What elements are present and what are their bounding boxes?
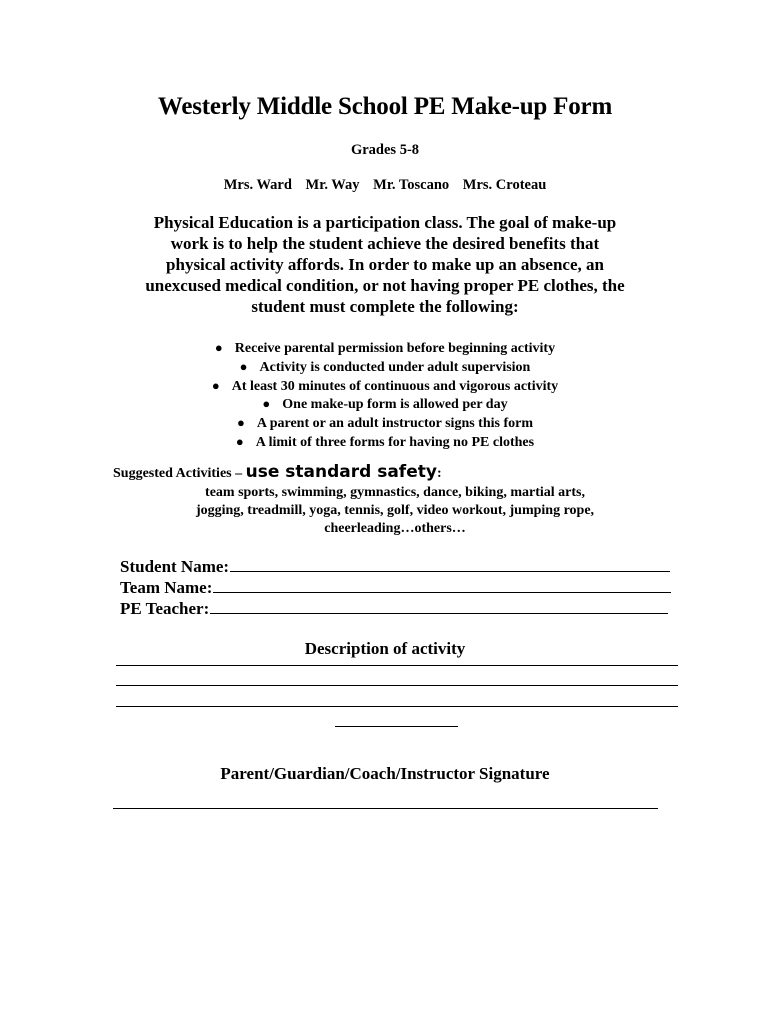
pe-teacher-line[interactable] [210,597,668,614]
teacher-name: Mr. Way [305,177,360,193]
team-name-field[interactable] [120,576,671,598]
bullet-icon: ● [237,415,245,431]
bullet-icon: ● [211,377,220,393]
teacher-list [0,177,770,194]
bullet-icon: ● [235,433,244,449]
pe-teacher-field[interactable] [120,597,668,619]
list-item [0,339,770,358]
description-line[interactable] [116,685,678,686]
activities-list: team sports, swimming, gymnastics, dance, biking, martial arts, jogging, treadmill, yoga, tennis, golf, video workout, jumping rope, cheerleading…others… [195,485,595,536]
rule-text: A limit of three forms for having no PE clothes [255,434,535,450]
description-line[interactable] [116,665,678,666]
team-name-label: Team Name: [120,578,213,597]
intro-paragraph: Physical Education is a participation class. The goal of make-up work is to help the student achieve the desired benefits that physical activity affords. In order to make up an absence, an unexcused medical condition, or not having proper PE clothes, the student must complete the following: [145,213,625,316]
grades-label: Grades 5-8 [350,142,420,158]
list-item [0,414,770,433]
description-line[interactable] [116,706,678,707]
rule-text: A parent or an adult instructor signs this form [256,416,533,432]
form-title: Westerly Middle School PE Make-up Form [157,93,613,120]
bullet-icon: ● [214,340,223,355]
rule-text: One make-up form is allowed per day [282,397,508,413]
suggested-activities-label [113,462,442,482]
team-name-line[interactable] [213,576,671,593]
list-item [0,377,770,396]
teacher-name: Mr. Toscano [373,177,450,193]
rule-text: Receive parental permission before beginning activity [234,341,556,356]
student-name-line[interactable] [230,555,670,572]
safety-note: use standard safety [245,462,437,482]
bullet-icon: ● [262,396,271,412]
safety-colon: : [436,466,442,481]
student-name-field[interactable] [120,555,670,577]
list-item [0,433,770,452]
signature-line[interactable] [113,808,658,809]
teacher-name: Mrs. Croteau [462,177,547,193]
list-item [0,395,770,414]
teacher-name: Mrs. Ward [223,177,292,193]
bullet-icon: ● [239,358,248,374]
signature-heading: Parent/Guardian/Coach/Instructor Signature [220,764,550,783]
rule-text: Activity is conducted under adult supervision [259,359,531,375]
student-name-label: Student Name: [120,557,230,576]
pe-teacher-label: PE Teacher: [120,599,210,618]
suggested-label: Suggested Activities – [113,466,243,481]
rule-text: At least 30 minutes of continuous and vigorous activity [231,378,559,394]
requirements-list [0,339,770,452]
description-line[interactable] [335,726,458,727]
description-heading: Description of activity [304,639,466,658]
list-item [0,358,770,377]
